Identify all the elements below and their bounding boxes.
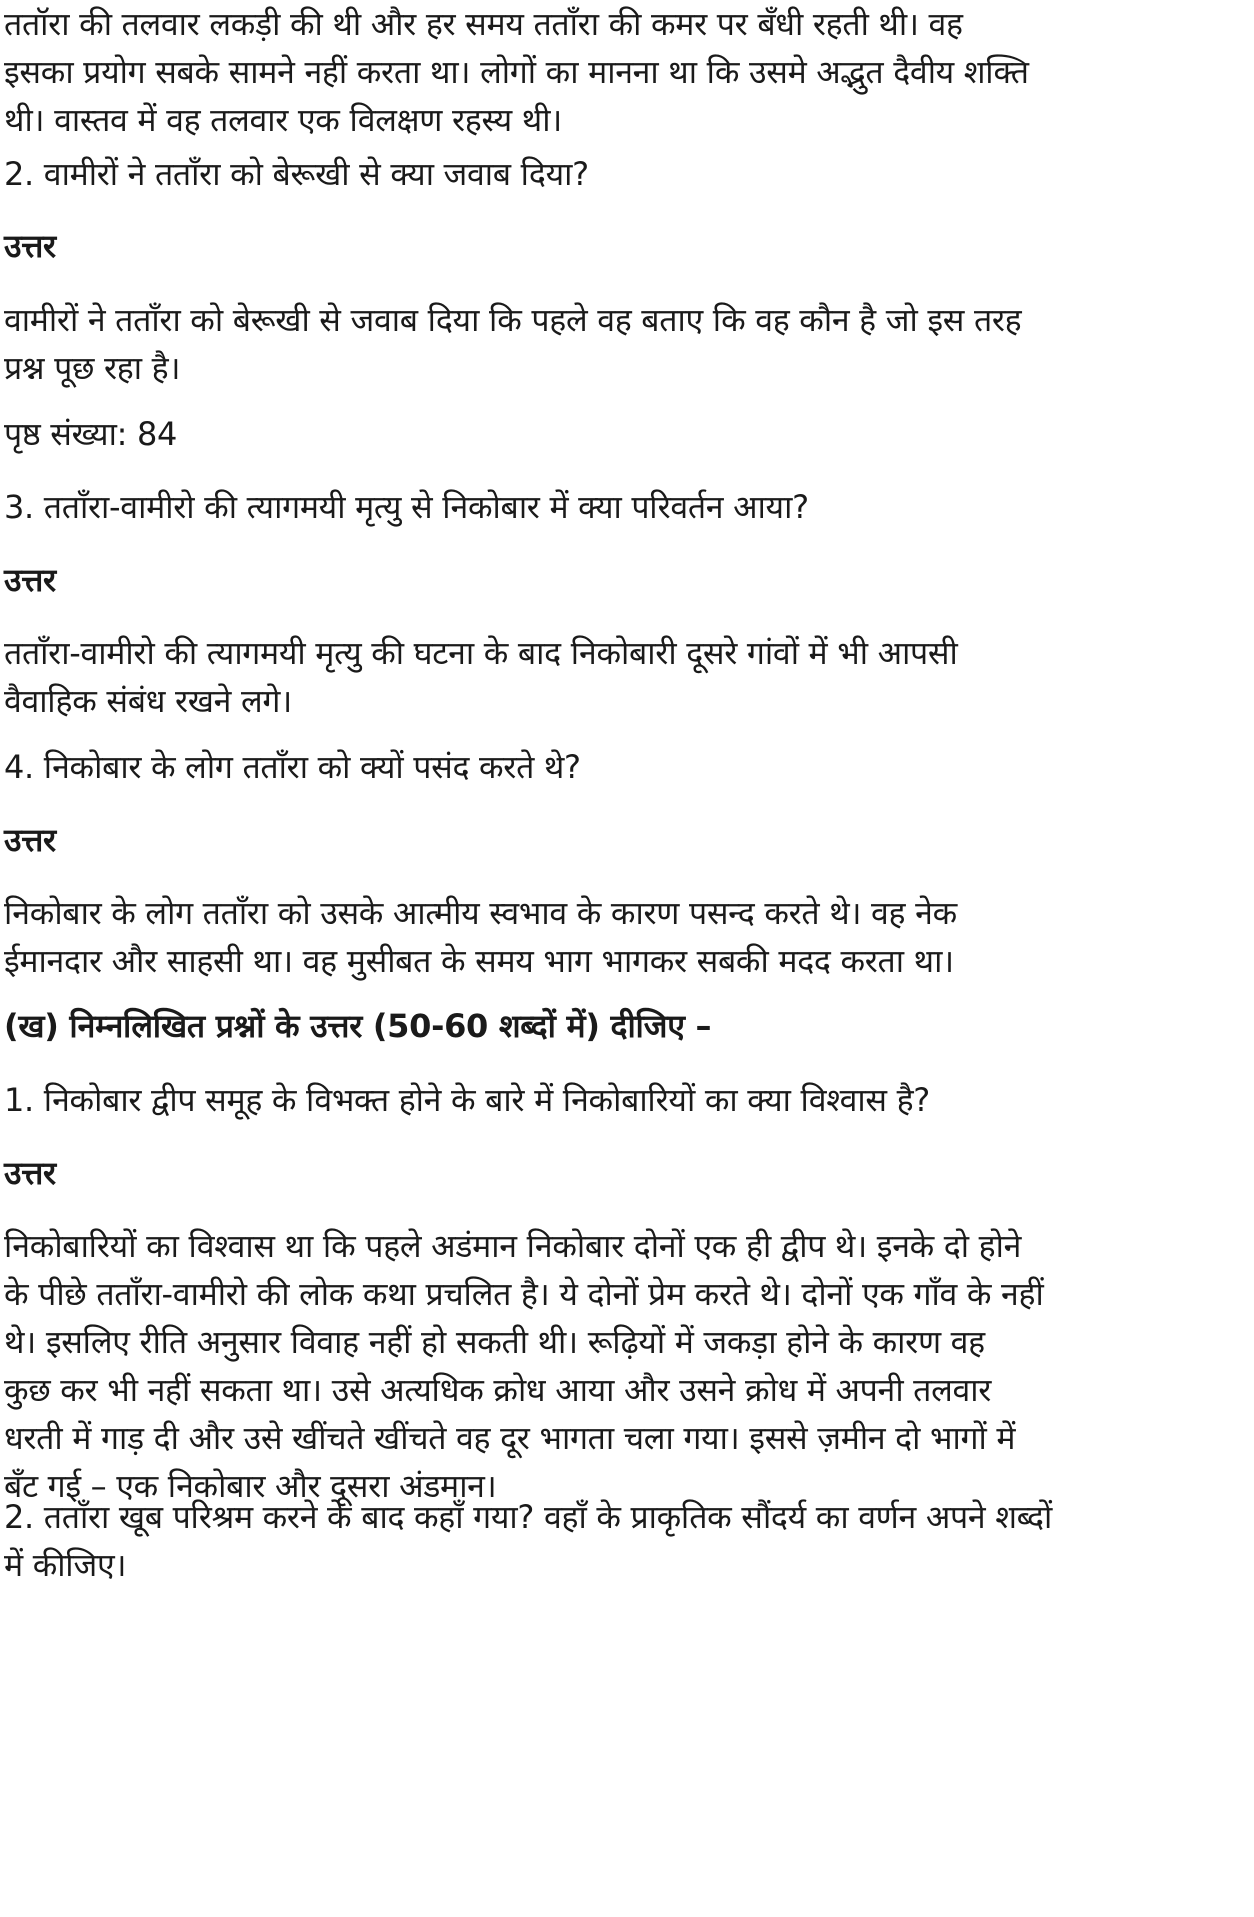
answer-heading: उत्तर	[4, 561, 56, 599]
answer-paragraph: ततॉरा की तलवार लकड़ी की थी और हर समय तताँरा की कमर पर बँधी रहती थी। वह इसका प्रयोग सबके सामने नहीं करता था। लोगों का मानना था कि उसमे अद्भुत दैवीय शक्ति थी। वास्तव में वह तलवार एक विलक्षण रहस्य थी।	[4, 5, 1029, 139]
question-1: 1. निकोबार द्वीप समूह के विभक्त होने के बारे में निकोबारियों का क्या विश्वास है?	[4, 1081, 930, 1119]
section-heading: (ख) निम्नलिखित प्रश्नों के उत्तर (50-60 शब्दों में) दीजिए –	[4, 1007, 712, 1045]
page-number-note: पृष्ठ संख्या: 84	[4, 415, 178, 453]
answer-heading: उत्तर	[4, 821, 56, 859]
answer-paragraph: वामीरों ने तताँरा को बेरूखी से जवाब दिया कि पहले वह बताए कि वह कौन है जो इस तरह प्रश्न पूछ रहा है।	[4, 301, 1022, 387]
answer-paragraph: निकोबार के लोग तताँरा को उसके आत्मीय स्वभाव के कारण पसन्द करते थे। वह नेक ईमानदार और साहसी था। वह मुसीबत के समय भाग भागकर सबकी मदद करता था।	[4, 894, 957, 980]
answer-paragraph: तताँरा-वामीरो की त्यागमयी मृत्यु की घटना के बाद निकोबारी दूसरे गांवों में भी आपसी वैवाहिक संबंध रखने लगे।	[4, 634, 958, 720]
answer-paragraph: निकोबारियों का विश्वास था कि पहले अडंमान निकोबार दोनों एक ही द्वीप थे। इनके दो होने के पीछे तताँरा-वामीरो की लोक कथा प्रचलित है। ये दोनों प्रेम करते थे। दोनों एक गाँव के नहीं थे। इसलिए रीति अनुसार विवाह नहीं हो सकती थी। रूढ़ियों में जकड़ा होने के कारण वह कुछ कर भी नहीं सकता था। उसे अत्यधिक क्रोध आया और उसने क्रोध में अपनी तलवार धरती में गाड़ दी और उसे खींचते खींचते वह दूर भागता चला गया। इससे ज़मीन दो भागों में बँट गई – एक निकोबार और दूसरा अंडमान।	[4, 1227, 1044, 1505]
question-4: 4. निकोबार के लोग तताँरा को क्यों पसंद करते थे?	[4, 748, 581, 786]
question-3: 3. तताँरा-वामीरो की त्यागमयी मृत्यु से निकोबार में क्या परिवर्तन आया?	[4, 488, 809, 526]
question-2: 2. वामीरों ने तताँरा को बेरूखी से क्या जवाब दिया?	[4, 155, 589, 193]
question-2-section-b: 2. तताँरा खूब परिश्रम करने के बाद कहाँ गया? वहाँ के प्राकृतिक सौंदर्य का वर्णन अपने शब्दों में कीजिए।	[4, 1498, 1053, 1584]
answer-heading: उत्तर	[4, 227, 56, 265]
answer-heading: उत्तर	[4, 1154, 56, 1192]
